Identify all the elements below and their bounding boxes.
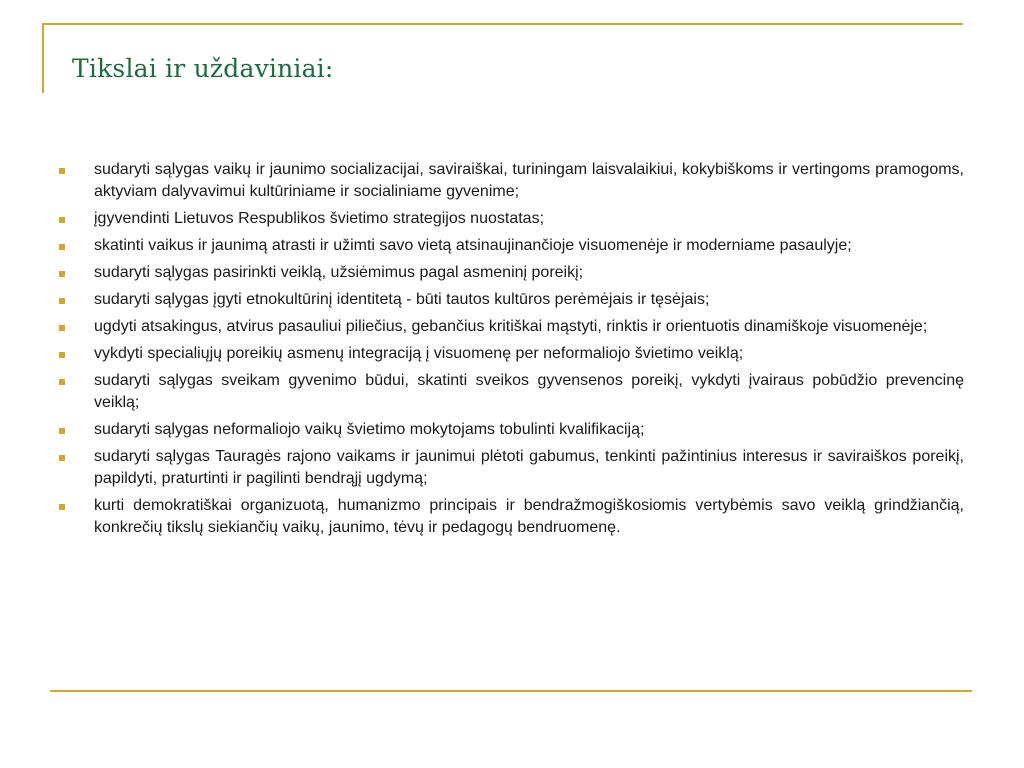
bullet-square-icon: [59, 325, 65, 331]
bullet-square-icon: [59, 428, 65, 434]
list-item-text: sudaryti sąlygas Tauragės rajono vaikams ir jaunimui plėtoti gabumus, tenkinti pažintinius interesus ir saviraiškos poreikį, papildyti, praturtinti ir pagilinti bendrąjį ugdymą;: [94, 448, 964, 487]
list-item: [58, 316, 964, 338]
bullet-square-icon: [59, 455, 65, 461]
list-item-text: sudaryti sąlygas sveikam gyvenimo būdui, skatinti sveikos gyvensenos poreikį, vykdyti įvairaus pobūdžio prevencinę veiklą;: [94, 372, 964, 411]
list-item: [58, 159, 964, 203]
bullet-square-icon: [59, 244, 65, 250]
bullet-square-icon: [59, 298, 65, 304]
list-item: [58, 370, 964, 414]
slide-title: Tikslai ir uždaviniai:: [72, 54, 334, 83]
list-item: [58, 419, 964, 441]
list-item: [58, 289, 964, 311]
bullet-list: [58, 159, 964, 544]
list-item-text: sudaryti sąlygas įgyti etnokultūrinį identitetą - būti tautos kultūros perėmėjais ir tęsėjais;: [94, 291, 710, 308]
list-item: [58, 262, 964, 284]
bullet-square-icon: [59, 504, 65, 510]
list-item-text: ugdyti atsakingus, atvirus pasauliui piliečius, gebančius kritiškai mąstyti, rinktis ir orientuotis dinamiškoje visuomenėje;: [94, 318, 928, 335]
list-item-text: sudaryti sąlygas vaikų ir jaunimo socializacijai, saviraiškai, turiningam laisvalaikiui, kokybiškoms ir vertingoms pramogoms, aktyviam dalyvavimui kultūriniame ir socialiniame gyvenime;: [94, 161, 964, 200]
frame-top-line: [42, 23, 963, 25]
bullet-square-icon: [59, 379, 65, 385]
frame-left-line: [42, 23, 44, 93]
list-item: [58, 235, 964, 257]
list-item: [58, 446, 964, 490]
list-item: [58, 343, 964, 365]
bullet-square-icon: [59, 217, 65, 223]
bullet-square-icon: [59, 168, 65, 174]
list-item-text: įgyvendinti Lietuvos Respublikos švietimo strategijos nuostatas;: [94, 210, 545, 227]
list-item-text: sudaryti sąlygas pasirinkti veiklą, užsiėmimus pagal asmeninį poreikį;: [94, 264, 584, 281]
list-item: [58, 495, 964, 539]
list-item-text: vykdyti specialiųjų poreikių asmenų integraciją į visuomenę per neformaliojo švietimo veiklą;: [94, 345, 744, 362]
list-item-text: sudaryti sąlygas neformaliojo vaikų švietimo mokytojams tobulinti kvalifikaciją;: [94, 421, 645, 438]
list-item-text: kurti demokratiškai organizuotą, humanizmo principais ir bendražmogiškosiomis vertybėmis savo veiklą grindžiančią, konkrečių tikslų siekiančių vaikų, jaunimo, tėvų ir pedagogų bendruomenę.: [94, 497, 964, 536]
list-item: [58, 208, 964, 230]
frame-bottom-line: [50, 690, 972, 692]
bullet-square-icon: [59, 271, 65, 277]
list-item-text: skatinti vaikus ir jaunimą atrasti ir užimti savo vietą atsinaujinančioje visuomenėje ir moderniame pasaulyje;: [94, 237, 852, 254]
bullet-square-icon: [59, 352, 65, 358]
